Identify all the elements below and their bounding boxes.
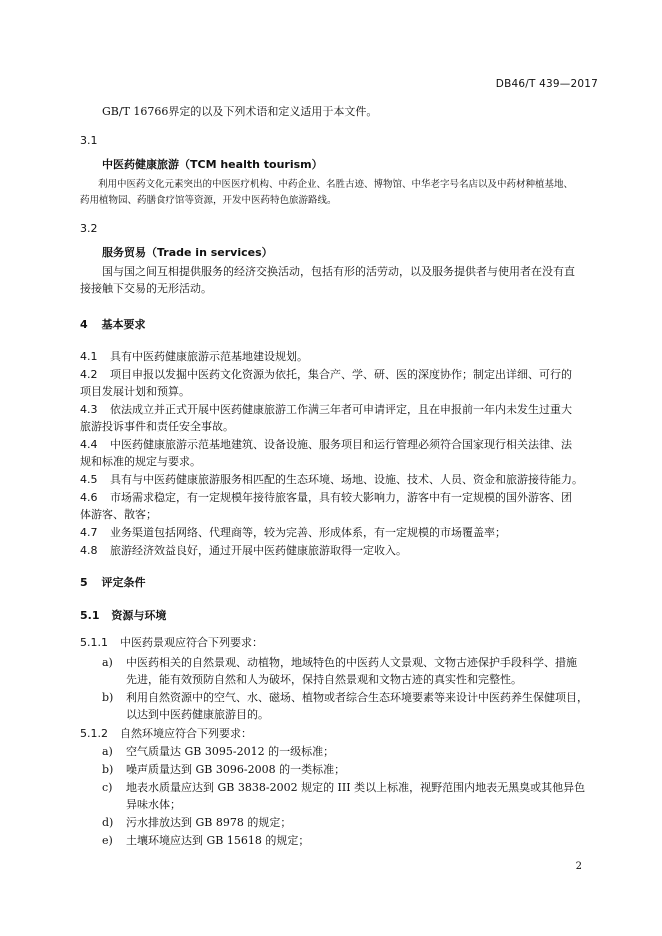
- section-title: 基本要求: [101, 318, 146, 331]
- clause-number: 5.1.1: [80, 636, 108, 649]
- item-text: 具有与中医药健康旅游服务相匹配的生态环境、场地、设施、技术、人员、资金和旅游接待能力。: [110, 473, 583, 486]
- term-number: 3.1: [80, 134, 98, 147]
- list-text: 土壤环境应达到 GB 15618 的规定；: [126, 834, 310, 847]
- term-definition: 药用植物园、药膳食疗馆等资源，开发中医药特色旅游路线。: [80, 195, 337, 206]
- item-number: 4.7: [80, 526, 98, 539]
- list-text: 空气质量达 GB 3095-2012 的一级标准；: [126, 745, 335, 758]
- clause-text: 自然环境应符合下列要求：: [120, 727, 252, 740]
- section-number: 4: [80, 318, 88, 331]
- list-label: d): [102, 816, 114, 829]
- subsection-title: 资源与环境: [111, 609, 167, 622]
- list-text: 以达到中医药健康旅游目的。: [126, 708, 269, 721]
- list-label: e): [102, 834, 113, 847]
- list-label: b): [102, 691, 114, 704]
- item-text: 依法成立并正式开展中医药健康旅游工作满三年者可申请评定，且在申报前一年内未发生过重大: [110, 403, 572, 416]
- item-number: 4.1: [80, 350, 98, 363]
- item-text: 中医药健康旅游示范基地建筑、设备设施、服务项目和运行管理必须符合国家现行相关法律、法: [110, 438, 572, 451]
- subsection-heading: [80, 609, 166, 623]
- list-text: 先进，能有效预防自然和人为破坏，保持自然景观和文物古迹的真实性和完整性。: [126, 673, 522, 686]
- subsection-number: 5.1: [80, 609, 100, 622]
- item-number: 4.6: [80, 491, 98, 504]
- term-definition: 接接触下交易的无形活动。: [80, 282, 212, 295]
- item-number: 4.3: [80, 403, 98, 416]
- item-text: 体游客、散客；: [80, 508, 157, 521]
- list-label: a): [102, 656, 113, 669]
- intro-text: GB/T 16766界定的以及下列术语和定义适用于本文件。: [102, 105, 378, 118]
- clause-number: 5.1.2: [80, 727, 108, 740]
- item-number: 4.8: [80, 544, 98, 557]
- item-text: 业务渠道包括网络、代理商等，较为完善、形成体系，有一定规模的市场覆盖率；: [110, 526, 506, 539]
- item-text: 旅游投诉事件和责任安全事故。: [80, 420, 234, 433]
- item-text: 项目申报以发掘中医药文化资源为依托，集合产、学、研、医的深度协作；制定出详细、可行的: [110, 368, 572, 381]
- term-definition: 利用中医药文化元素突出的中医医疗机构、中药企业、名胜古迹、博物馆、中华老字号名店以及中药材种植基地、: [98, 179, 574, 190]
- list-text: 噪声质量达到 GB 3096-2008 的一类标准；: [126, 763, 346, 776]
- term-title: 中医药健康旅游（TCM health tourism）: [102, 158, 323, 171]
- list-text: 地表水质量应达到 GB 3838-2002 规定的 III 类以上标准，视野范围内地表无黑臭或其他异色: [126, 781, 586, 794]
- section-number: 5: [80, 576, 88, 589]
- item-number: 4.5: [80, 473, 98, 486]
- term-definition: 国与国之间互相提供服务的经济交换活动，包括有形的活劳动，以及服务提供者与使用者在没有直: [102, 265, 575, 278]
- item-text: 旅游经济效益良好，通过开展中医药健康旅游取得一定收入。: [110, 544, 407, 557]
- page-number: 2: [575, 861, 582, 872]
- term-number: 3.2: [80, 222, 98, 235]
- item-text: 规和标准的规定与要求。: [80, 455, 201, 468]
- list-label: a): [102, 745, 113, 758]
- term-title: 服务贸易（Trade in services）: [102, 246, 273, 259]
- doc-code: DB46/T 439—2017: [495, 78, 598, 90]
- list-text: 污水排放达到 GB 8978 的规定；: [126, 816, 292, 829]
- section-heading: [80, 576, 146, 590]
- item-text: 市场需求稳定，有一定规模年接待旅客量，具有较大影响力，游客中有一定规模的国外游客、团: [110, 491, 572, 504]
- clause-text: 中医药景观应符合下列要求：: [120, 636, 263, 649]
- list-text: 异味水体；: [126, 798, 181, 811]
- list-label: b): [102, 763, 114, 776]
- list-text: 利用自然资源中的空气、水、磁场、植物或者综合生态环境要素等来设计中医药养生保健项目，: [126, 691, 588, 704]
- item-text: 项目发展计划和预算。: [80, 385, 190, 398]
- list-label: c): [102, 781, 113, 794]
- section-heading: [80, 318, 146, 332]
- list-text: 中医药相关的自然景观、动植物，地域特色的中医药人文景观、文物古迹保护手段科学、措施: [126, 656, 577, 669]
- item-text: 具有中医药健康旅游示范基地建设规划。: [110, 350, 308, 363]
- section-title: 评定条件: [101, 576, 146, 589]
- item-number: 4.4: [80, 438, 98, 451]
- item-number: 4.2: [80, 368, 98, 381]
